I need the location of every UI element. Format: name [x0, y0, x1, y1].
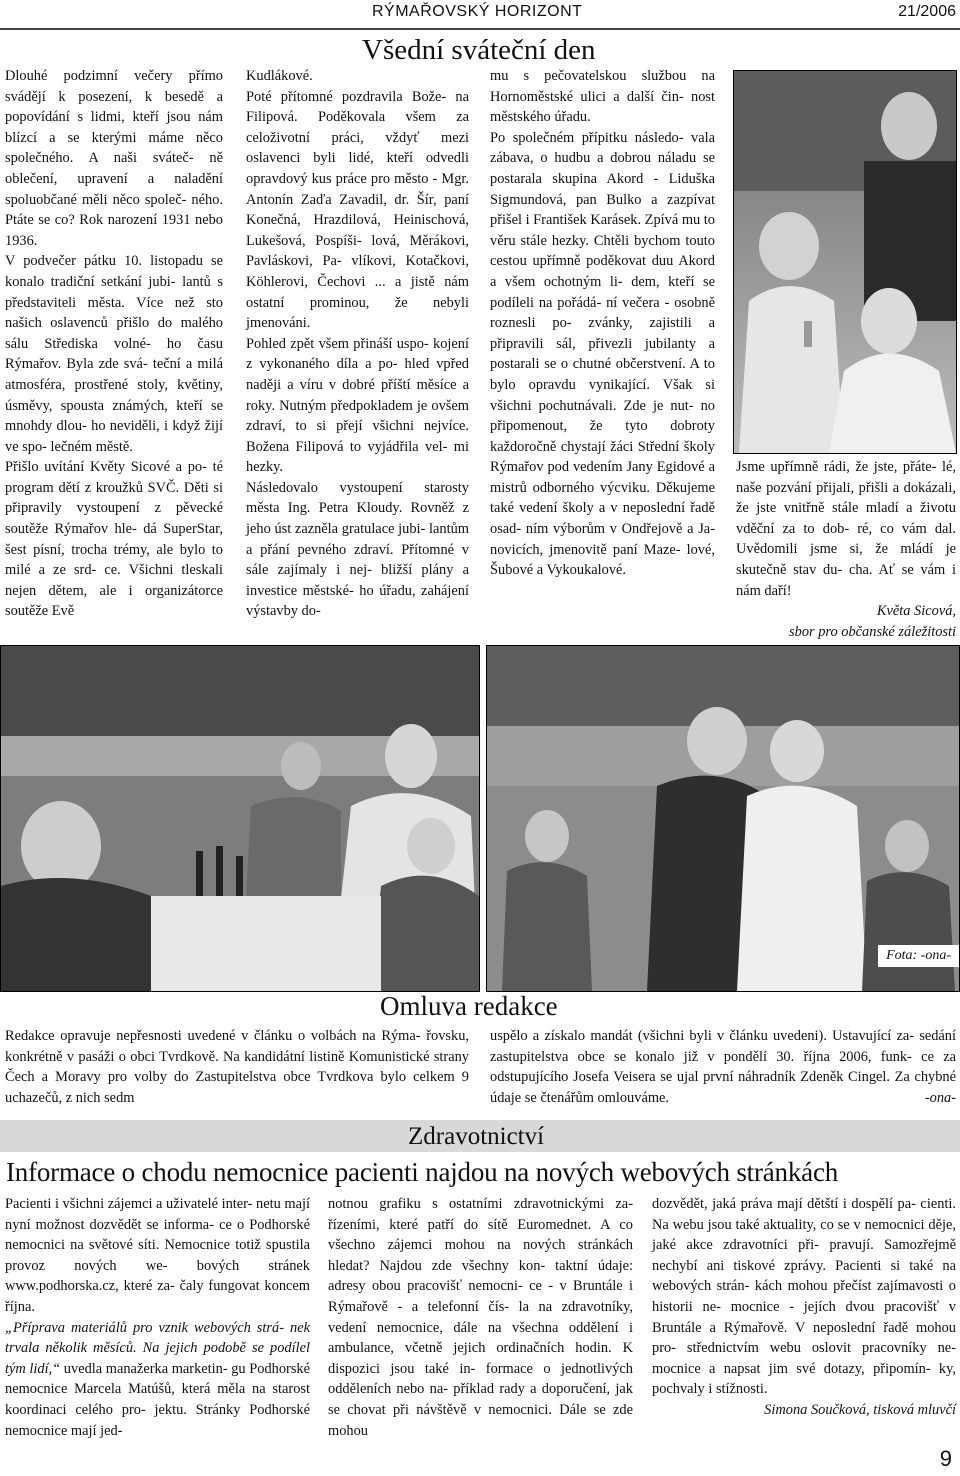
photo-illustration — [734, 71, 956, 453]
photo-illustration — [487, 646, 959, 991]
page-header — [0, 0, 960, 30]
paragraph: dozvědět, jaká práva mají dětští i dospělí pa- cienti. Na webu jsou také aktuality, co se v nemocnici děje, jaké akce zdravotníci při- pravují. Samozřejmě nechybí ani tiskové zprávy. Pacienti si také na webových strán- kách mohou přečíst zajímavosti o historii ne- mocnice - jejích dvou pracovišť v Bruntále a Rýmařově. V neposlední řadě mohou pro- střednictvím webu oslovit pracovníky ne- mocnice a napsat jim své dotazy, připomín- ky, pochvaly i stížnosti. — [652, 1196, 956, 1398]
section-title: Zdravotnictví — [408, 1123, 545, 1150]
paragraph: Po společném přípitku následo- vala zábava, o hudbu a dobrou náladu se postarala skupina Akord - Liduška Sigmundová, pan Bulko a zazpívat přišel i František Karásek. Zpívá mu to věru stále hezky. Chtěli bychom touto cestou upřímně poděkovat duu Akord a všem ochotným li- dem, kteří se podíleli na pořádá- ní večera - osobně roznesli po- zvánky, zajistili a připravili sál, přivezli jubilanty a postarali se o chutné občerstvení. A to bylo opravdu vynikající. Však si všichni pochutnávali. Zde je nut- no připomenout, že tyto dobroty každoročně chystají žáci Střední školy Rýmařov pod vedením Jany Egidové a mistrů odborného výcviku. Děkujeme také vedení školy a v neposlední řadě osad- ním výborům v Ondřejově a Ja- novicích, jmenovitě paní Maze- lové, Šubové a Vykoukalové. — [490, 129, 716, 579]
photo-celebration-table — [0, 645, 480, 992]
photo-credit: Fota: -ona- — [878, 945, 959, 967]
paragraph: Jsme upřímně rádi, že jste, přáte- lé, naše pozvání přijali, přišli a dokázali, že jste vnitřně stále mladí a životu vděční za to dob- ré, co vám dal. Uvědomili jsme si, že mládí je skutečně stav du- cha. Ať se vám i nám daří! — [736, 459, 956, 599]
apology-column-1 — [5, 1026, 469, 1108]
signature: Simona Součková, tisková mluvčí — [764, 1401, 956, 1418]
photo-dancing-couple — [486, 645, 960, 992]
paragraph: Přišlo uvítání Květy Sicové a po- té program dětí z kroužků SVČ. Děti si připravily vystoupení z pěvecké soutěže Rýmařov hle- dá SuperStar, šest písní, trocha trémy, ale bylo to milé a ze srd- ce. Všichni tleskali nejen dětem, ale i organizátorce soutěže Evě — [5, 459, 223, 620]
signature-role: sbor pro občanské záležitosti — [789, 623, 956, 640]
apology-signature: -ona- — [924, 1089, 956, 1106]
paragraph: notnou grafiku s ostatními zdravotnickými za- řízeními, které patří do sítě Euromednet. A co všechno zájemci mohou na nových stránkách hledat? Najdou zde všechny kon- taktní údaje: adresy obou pracovišť nemocni- ce - v Bruntále i Rýmařově - a telefonní čís- la na zdravotníky, vedení nemocnice, dále na všechna oddělení i ambulance, včetně jejich ordinačních hodin. K dispozici jsou také in- formace o jednotlivých odděleních nebo na- příklad rady a doporučení, jak se chovat při návštěvě v nemocnici. Dále se zde mohou — [328, 1196, 633, 1439]
magazine-name: RÝMAŘOVSKÝ HORIZONT — [372, 3, 583, 20]
paragraph: Kudlákové. — [246, 68, 313, 84]
article-column-3 — [490, 66, 715, 581]
article-title: Informace o chodu nemocnice pacienti najdou na nových webových stránkách — [6, 1157, 839, 1187]
paragraph: mu s pečovatelskou službou na Hornoměstské ulici a další čin- nost městského úřadu. — [490, 68, 715, 126]
photo-couple-toast — [733, 70, 957, 454]
article-column-1 — [5, 66, 223, 622]
article2-column-3 — [652, 1194, 956, 1421]
paragraph: Pacienti i všichni zájemci a uživatelé inter- netu mají nyní možnost dozvědět se informa- ce o Podhorské nemocnici na světové síti. Nemocnice totiž spustila provoz nových we- bových stránek www.podhorska.cz, které za- čaly fungovat koncem října. — [5, 1196, 310, 1315]
paragraph — [490, 1026, 956, 1108]
paragraph: Dlouhé podzimní večery přímo svádějí k posezení, k besedě a popovídání s lidmi, kteří jsou nám blízcí a se kterými máme něco společného. A naši sváteč- ně oblečení, upravení a naladění spoluobčané měli něco společ- ného. Ptáte se co? Rok narození 1931 nebo 1936. — [5, 68, 223, 249]
section-band — [0, 1120, 960, 1152]
paragraph: Poté přítomné pozdravila Bože- na Filipová. Poděkovala všem za celoživotní práci, vždyť mezi oslavenci byli lidé, kteří odvedli opravdový kus práce pro město - Mgr. Antonín Zaďa Zavadil, dr. Šír, paní Konečná, Hrazdilová, Heinischová, Lukešová, Pospíši- lová, Měrákovi, Pavláskovi, Pa- vlíkovi, Kotačkovi, Köhlerovi, Čechovi ... a jistě nám ostatní prominou, že nebyli jmenováni. — [246, 88, 469, 332]
page-number: 9 — [939, 1446, 952, 1471]
quote-attribution: uvedla manažerka marketin- gu Podhorské nemocnice Marcela Matúšů, která měla na starost koordinaci celého pro- jektu. Stránky Podhorské nemocnice mají jed- — [5, 1360, 311, 1439]
quote: „Příprava materiálů pro vznik webových strá- nek trvala několik měsíců. Na jejich podobě se podílel tým lidí,“ — [5, 1319, 310, 1377]
apology-title: Omluva redakce — [380, 991, 558, 1021]
article2-column-2 — [328, 1194, 633, 1441]
paragraph: Pohled zpět všem přináší uspo- kojení z vykonaného díla a po- hled vpřed naději a víru v dobré příští měsíce a roky. Nutným předpokladem je ovšem zdraví, to si přejí všichni nejvíce. Božena Filipová to vyjádřila vel- mi hezky. — [246, 335, 469, 476]
paragraph — [5, 1318, 310, 1442]
photo-illustration — [1, 646, 479, 991]
paragraph: V podvečer pátku 10. listopadu se konalo tradiční setkání jubi- lantů s představiteli města. Více než sto našich oslavenců přišlo do malého sálu Střediska volné- ho času Rýmařov. Byla zde svá- teční a milá atmosféra, prostřené stoly, květiny, úsměvy, spousta známých, kteří se mnohdy dlou- ho neviděli, i když žijí ve spo- lečném městě. — [5, 253, 223, 455]
article-column-4 — [736, 457, 956, 642]
paragraph: Následovalo vystoupení starosty města Ing. Petra Kloudy. Rovněž z jeho úst zazněla gratulace jubi- lantům a přání pevného zdraví. Přítomné v sále zajímaly i nej- bližší plány a investice městské- ho úřadu, zahájení výstavby do- — [246, 479, 469, 620]
issue-number: 21/2006 — [898, 3, 956, 20]
article-column-2 — [246, 66, 469, 622]
signature-name: Květa Sicová, — [876, 603, 956, 620]
article2-column-1 — [5, 1194, 310, 1441]
paragraph: Redakce opravuje nepřesnosti uvedené v článku o volbách na Rýma- řovsku, konkrétně v pasáži o obci Tvrdkově. Na kandidátní listině Komunistické strany Čech a Moravy pro volby do Zastupitelstva obce Tvrdkova bylo celkem 9 uchazečů, z nich sedm — [5, 1028, 469, 1106]
apology-text: uspělo a získalo mandát (všichni byli v článku uvedeni). Ustavující za- sedání zastupitelstva obce se konalo již v pondělí 30. října 2006, funk- ce za odstupujícího Josefa Veisera se ujal první náhradník Zdeněk Cingel. Za chybné údaje se čtenářům omlouváme. — [490, 1028, 956, 1106]
apology-column-2 — [490, 1026, 956, 1108]
article-title: Všední sváteční den — [362, 34, 596, 66]
